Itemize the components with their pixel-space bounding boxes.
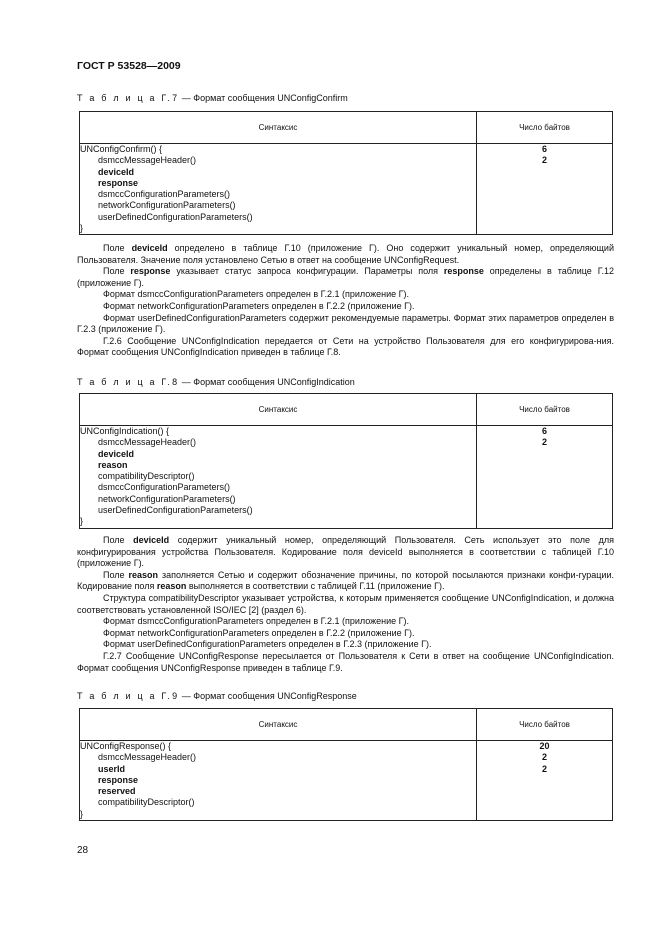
syntax-line: reason [98, 459, 128, 470]
paragraph: Формат userDefinedConfigurationParameters содержит рекомендуемые параметры. Формат этих параметров определен в Г.2.3 (приложение Г). [77, 312, 614, 335]
table-caption [77, 377, 355, 387]
body-text-block [77, 535, 614, 674]
syntax-line: reserved [98, 786, 136, 797]
table-caption [77, 691, 357, 701]
byte-count: 2 [541, 763, 547, 774]
syntax-line: networkConfigurationParameters() [98, 493, 236, 504]
syntax-line: compatibilityDescriptor() [98, 797, 195, 808]
syntax-line: dsmccMessageHeader() [98, 155, 197, 166]
byte-count: 2 [541, 155, 547, 166]
paragraph: Формат dsmccConfigurationParameters определен в Г.2.1 (приложение Г). [103, 616, 410, 627]
syntax-open: UNConfigResponse() { [80, 741, 172, 751]
bytes-cell [477, 741, 613, 821]
syntax-line: dsmccConfigurationParameters() [98, 482, 231, 493]
paragraph: Поле reason заполняется Сетью и содержит обозначение причины, по которой посылаются признаки конфи-гурации. Кодирование поля reason выполняется в соответствии с таблицей Г.11 (приложение Г). [77, 569, 614, 592]
column-header-syntax: Синтаксис [80, 709, 477, 741]
syntax-open: UNConfigIndication() { [80, 426, 170, 436]
caption-title: — Формат сообщения UNConfigConfirm [179, 93, 348, 103]
syntax-line: dsmccConfigurationParameters() [98, 189, 231, 200]
caption-title: — Формат сообщения UNConfigResponse [179, 691, 357, 701]
syntax-close: } [80, 223, 84, 234]
byte-count: 6 [541, 426, 547, 436]
paragraph: Формат networkConfigurationParameters определен в Г.2.2 (приложение Г). [103, 300, 415, 311]
paragraph: Структура compatibilityDescriptor указывает устройства, к которым применяется сообщение UNConfigIndication, и должна соответствовать установленной ISO/IEC [2] (раздел 6). [77, 592, 614, 615]
syntax-open: UNConfigConfirm() { [80, 144, 163, 154]
column-header-bytes: Число байтов [477, 394, 613, 426]
paragraph: Формат userDefinedConfigurationParameters определен в Г.2.3 (приложение Г). [103, 639, 432, 650]
paragraph: Поле response указывает статус запроса конфигурации. Параметры поля response определены в таблице Г.12 (приложение Г). [77, 266, 614, 288]
caption-prefix: Т а б л и ц а Г.7 [77, 93, 180, 103]
column-header-bytes: Число байтов [477, 112, 613, 144]
paragraph: Поле deviceId определено в таблице Г.10 (приложение Г). Оно содержит уникальный номер, определяющий Пользователя. Значение поля установлено Сетью в ответ на сообщение UNConfigRequest. [77, 243, 614, 265]
caption-prefix: Т а б л и ц а Г.9 [77, 691, 180, 701]
caption-prefix: Т а б л и ц а Г.8 [77, 377, 180, 387]
syntax-line: dsmccMessageHeader() [98, 752, 197, 763]
syntax-line: dsmccMessageHeader() [98, 437, 197, 448]
paragraph: Формат dsmccConfigurationParameters определен в Г.2.1 (приложение Г). [103, 289, 410, 300]
document-header: ГОСТ Р 53528—2009 [77, 60, 181, 72]
body-text-block [77, 243, 614, 359]
paragraph: Поле deviceId содержит уникальный номер, определяющий Пользователя. Сеть использует это поле для конфигурирования устройства Пользователя. Кодирование поля deviceId выполняется в соответствии с таблицей Г.10 (приложение Г). [77, 535, 614, 569]
syntax-cell [80, 144, 477, 235]
syntax-close: } [80, 516, 84, 527]
message-table [79, 393, 613, 529]
syntax-line: userDefinedConfigurationParameters() [98, 211, 253, 222]
page-number: 28 [77, 845, 89, 856]
column-header-syntax: Синтаксис [80, 394, 477, 426]
column-header-syntax: Синтаксис [80, 112, 477, 144]
bytes-cell [477, 426, 613, 529]
byte-count: 2 [541, 752, 547, 763]
syntax-line: networkConfigurationParameters() [98, 200, 236, 211]
syntax-cell [80, 426, 477, 529]
syntax-line: compatibilityDescriptor() [98, 471, 195, 482]
syntax-line: userDefinedConfigurationParameters() [98, 505, 253, 516]
syntax-line: deviceId [98, 448, 135, 459]
column-header-bytes: Число байтов [477, 709, 613, 741]
caption-title: — Формат сообщения UNConfigIndication [179, 377, 355, 387]
bytes-cell [477, 144, 613, 235]
paragraph: Г.2.6 Сообщение UNConfigIndication передается от Сети на устройство Пользователя для его конфигурирова-ния. Формат сообщения UNConfigIndication приведен в таблице Г.8. [77, 335, 614, 358]
byte-count: 6 [541, 144, 547, 154]
byte-count: 20 [539, 741, 550, 751]
table-caption [77, 93, 348, 103]
paragraph: Формат networkConfigurationParameters определен в Г.2.2 (приложение Г). [103, 627, 415, 638]
syntax-line: response [98, 774, 139, 785]
message-table [79, 111, 613, 235]
syntax-line: deviceId [98, 166, 135, 177]
message-table [79, 708, 613, 821]
syntax-line: response [98, 177, 139, 188]
syntax-close: } [80, 808, 84, 819]
syntax-line: userId [98, 763, 126, 774]
byte-count: 2 [541, 437, 547, 448]
paragraph: Г.2.7 Сообщение UNConfigResponse пересылается от Пользователя к Сети в ответ на сообщение UNConfigIndication. Формат сообщения UNConfigResponse приведен в таблице Г.9. [77, 650, 614, 673]
syntax-cell [80, 741, 477, 821]
